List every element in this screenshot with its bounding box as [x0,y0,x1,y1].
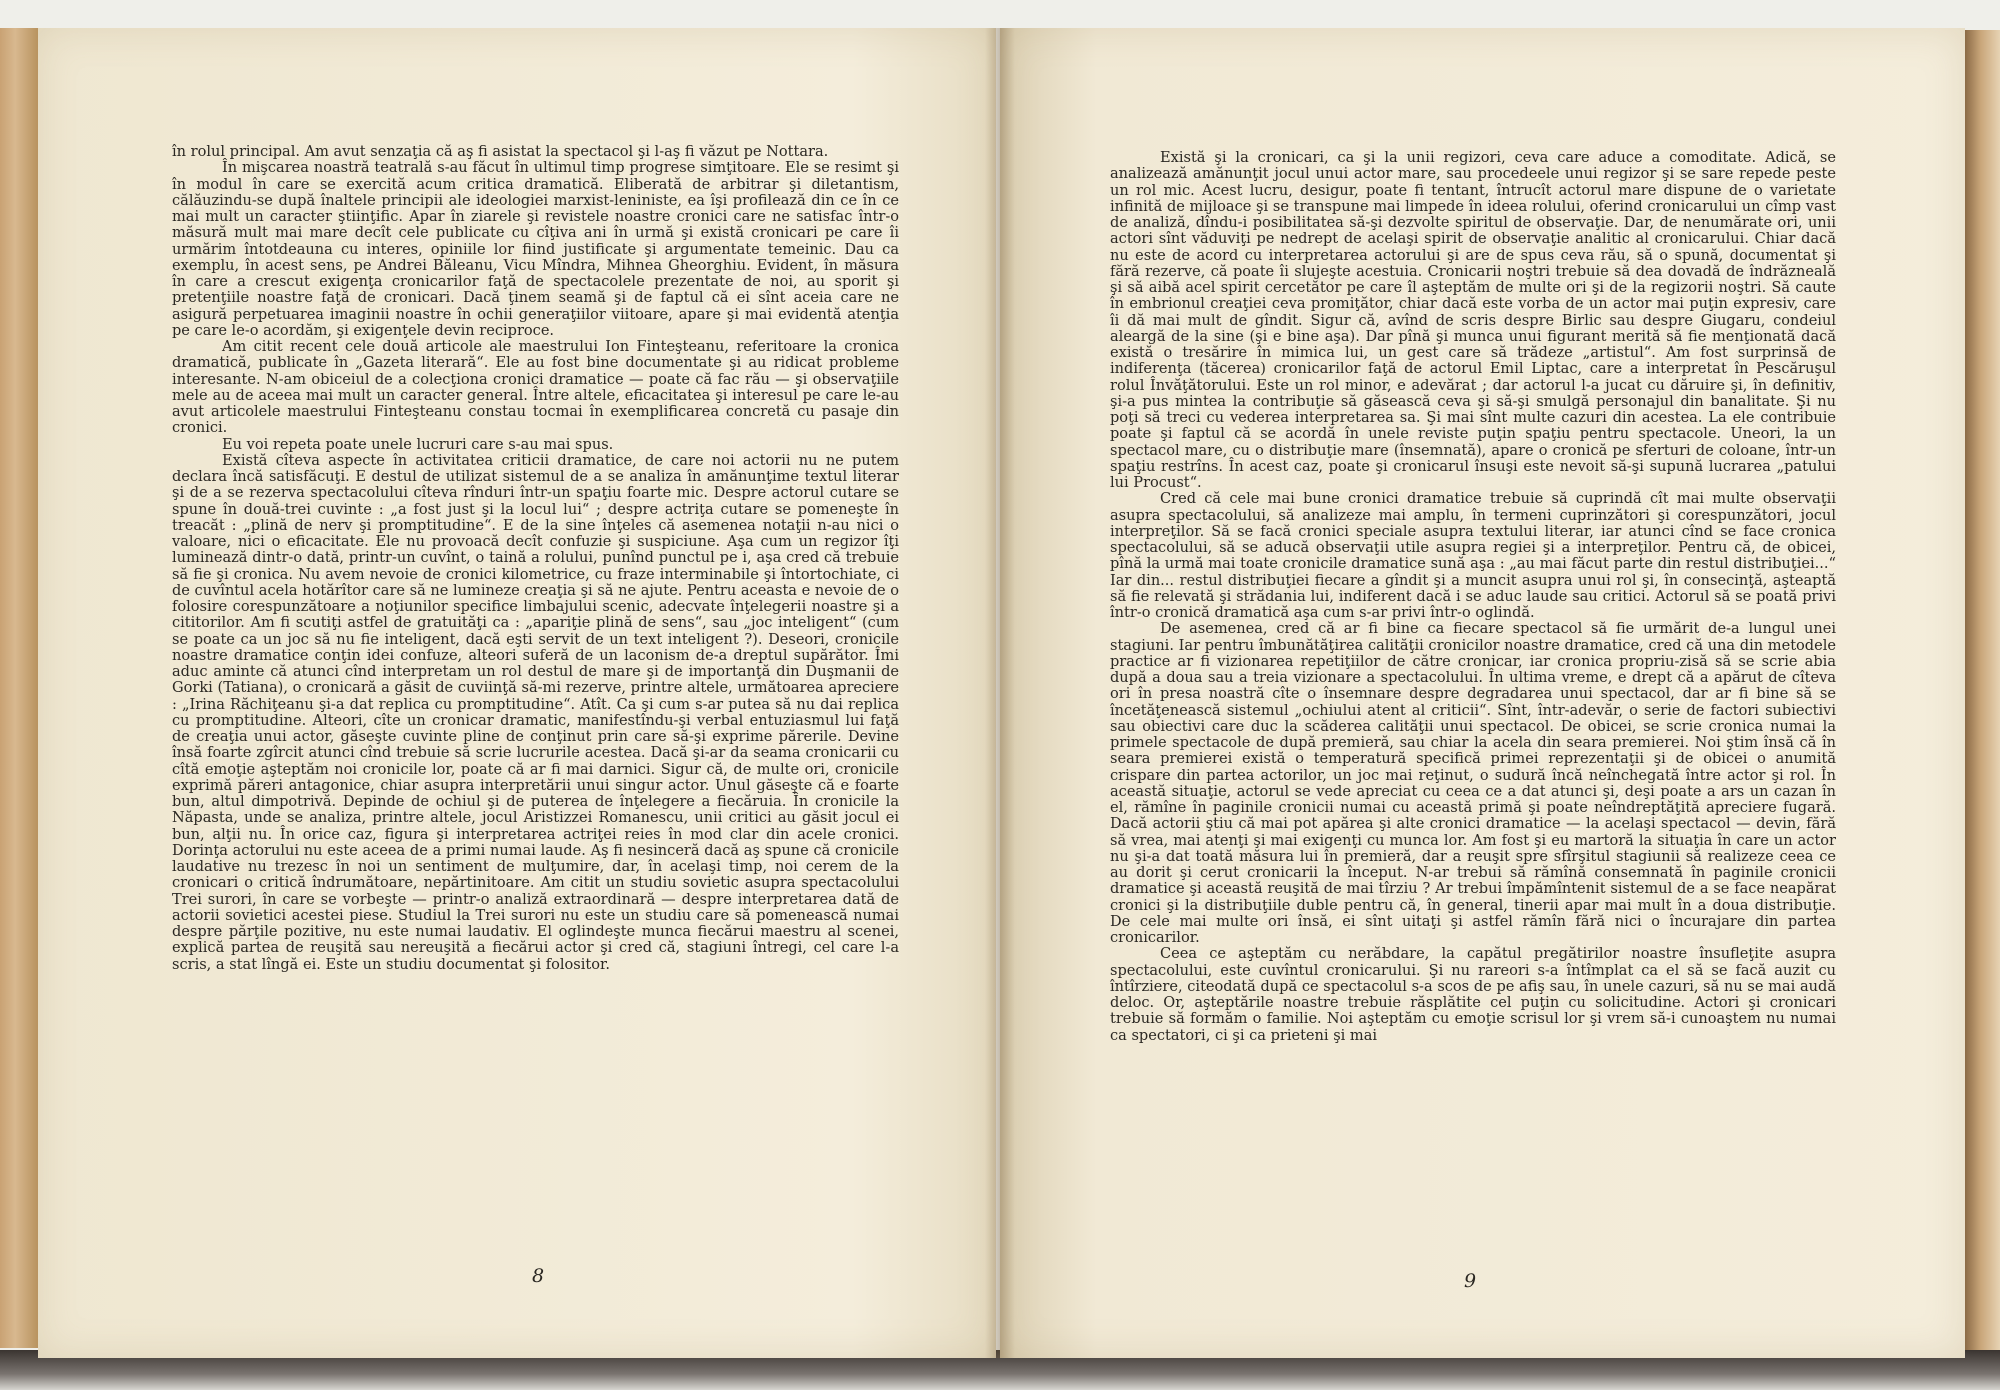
right-paragraph-3: De asemenea, cred că ar fi bine ca fiecare spectacol să fie urmărit de-a lungul unei stagiuni. Iar pentru îmbunătăţirea calităţii cronicilor noastre dramatice, cred că una din metodele practice ar fi vizionarea repetiţiilor de către cronicar, iar cronica propriu-zisă să se scrie abia după a doua sau a treia vizionare a spectacolului. În ultima vreme, e drept că a apărut de cîteva ori în presa noastră cîte o însemnare despre degradarea unui spectacol, dar ar fi bine să se încetăţenească sistemul „ochiului atent al criticii“. Sînt, într-adevăr, o serie de factori subiectivi sau obiectivi care duc la scăderea calităţii unui spectacol. De obicei, se scrie cronica numai la primele spectacole de după premieră, sau chiar la acela din seara premierei. Noi ştim însă că în seara premierei există o temperatură specifică primei reprezentaţii şi de obicei o anumită crispare din partea actorilor, un joc mai reţinut, o sudură încă neînchegată între actor şi rol. În această situaţie, actorul se vede apreciat cu ceea ce a dat atunci şi, deşi poate a ars un cazan în el, rămîne în paginile cronicii numai cu această primă şi poate neîndreptăţită apreciere fugară. Dacă actorii ştiu că mai pot apărea şi alte cronici dramatice — la acelaşi spectacol — devin, fără să vrea, mai atenţi şi mai exigenţi cu munca lor. Am fost şi eu martoră la situaţia în care un actor nu şi-a dat toată măsura lui în premieră, dar a reuşit spre sfîrşitul stagiunii să realizeze ceea ce au dorit şi cerut cronicarii la început. N-ar trebui să rămînă consemnată în paginile cronicii dramatice şi această reuşită de mai tîrziu ? Ar trebui împămîntenit sistemul de a se face neapărat cronici şi la distribuţiile duble pentru că, în general, tinerii apar mai mult în a doua distribuţie. De cele mai multe ori însă, ei sînt uitaţi şi astfel rămîn fără nici o încurajare din partea cronicarilor. [1110,620,1836,946]
right-paragraph-1: Există şi la cronicari, ca şi la unii regizori, ceva care aduce a comoditate. Adică, se analizează amănunţit jocul unui actor mare, sau procedeele unui regizor şi se sare repede peste un rol mic. Acest lucru, desigur, poate fi tentant, întrucît actorul mare dispune de o varietate infinită de mijloace şi se transpune mai limpede în ideea rolului, oferind cronicarului un cîmp vast de analiză, dîndu-i posibilitatea să-şi dezvolte spiritul de observaţie. Dar, de nenumărate ori, unii actori sînt văduviţi pe nedrept de acelaşi spirit de observaţie analitic al cronicarului. Chiar dacă nu este de acord cu interpretarea actorului şi are de spus ceva rău, să o spună, documentat şi fără rezerve, că poate îi slujeşte acestuia. Cronicarii noştri trebuie să dea dovadă de îndrăzneală şi să aibă acel spirit cercetător pe care îl aşteptăm de multe ori şi de la regizorii noştri. Să caute în embrionul creaţiei ceva promiţător, chiar dacă este vorba de un actor mai puţin expresiv, care îi dă mai mult de gîndit. Sigur că, avînd de scris despre Birlic sau despre Giugaru, condeiul aleargă de la sine (şi e bine aşa). Dar pînă şi munca unui figurant merită să fie menţionată dacă există o tresărire în mimica lui, un gest care să trădeze „artistul“. Am fost surprinsă de indiferenţa (tăcerea) cronicarilor faţă de actorul Emil Liptac, care a interpretat în Pescăruşul rolul Învăţătorului. Este un rol minor, e adevărat ; dar actorul l-a jucat cu dăruire şi, în definitiv, şi-a pus mintea la contribuţie să găsească ceva şi să-şi smulgă personajul din banalitate. Şi nu poţi să treci cu vederea interpretarea sa. Şi mai sînt multe cazuri din acestea. La ele contribuie poate şi faptul că se acordă în unele reviste puţin spaţiu pentru spectacole. Uneori, la un spectacol mare, cu o distribuţie mare (însemnată), apare o cronică pe sferturi de coloane, într-un spaţiu restrîns. În acest caz, poate şi cronicarul însuşi este nevoit să-şi supună lucrarea „patului lui Procust“. [1110,149,1836,491]
right-page-text [1110,150,1836,1044]
left-paragraph-2: În mişcarea noastră teatrală s-au făcut în ultimul timp progrese simţitoare. Ele se resimt şi în modul în care se exercită acum critica dramatică. Eliberată de arbitrar şi diletantism, călăuzindu-se după înaltele principii ale ideologiei marxist-leniniste, ea îşi profilează din ce în ce mai mult un caracter ştiinţific. Apar în ziarele şi revistele noastre cronici care ne satisfac într-o măsură mult mai mare decît cele publicate cu cîţiva ani în urmă şi există cronicari pe care îi urmărim întotdeauna cu interes, opiniile lor fiind justificate şi argumentate temeinic. Dau ca exemplu, în acest sens, pe Andrei Băleanu, Vicu Mîndra, Mihnea Gheorghiu. Evident, în măsura în care a crescut exigenţa cronicarilor faţă de spectacolele prezentate de noi, au sporit şi pretenţiile noastre faţă de cronicari. Dacă ţinem seamă şi de faptul că ei sînt aceia care ne asigură perpetuarea imaginii noastre în ochii generaţiilor viitoare, apare şi mai evidentă atenţia pe care le-o acordăm, şi exigenţele devin reciproce. [172,159,899,339]
right-paragraph-2: Cred că cele mai bune cronici dramatice trebuie să cuprindă cît mai multe observaţii asupra spectacolului, să analizeze mai amplu, în termeni cuprinzători şi corespunzători, jocul interpreţilor. Să se facă cronici speciale asupra textului literar, iar atunci cînd se face cronica spectacolului, să se aducă observaţii utile asupra regiei şi a interpreţilor. Pentru că, de obicei, pînă la urmă mai toate cronicile dramatice sună aşa : „au mai făcut parte din restul distribuţiei...“ Iar din... restul distribuţiei fiecare a gîndit şi a muncit asupra unui rol şi, în consecinţă, aşteaptă să fie relevată şi strădania lui, indiferent dacă i se aduc laude sau critici. Actorul să se poată privi într-o cronică dramatică aşa cum s-ar privi într-o oglindă. [1110,490,1836,621]
right-page-number: 9 [1464,1270,1477,1292]
right-paragraph-4: Ceea ce aşteptăm cu nerăbdare, la capătul pregătirilor noastre însufleţite asupra spectacolului, este cuvîntul cronicarului. Şi nu rareori s-a întîmplat ca el să se facă auzit cu întîrziere, citeodată după ce spectacolul s-a scos de pe afiş sau, în unele cazuri, să nu se mai audă deloc. Or, aşteptările noastre trebuie răsplătite cel puţin cu solicitudine. Actori şi cronicari trebuie să formăm o familie. Noi aşteptăm cu emoţie scrisul lor şi vrem să-i cunoaştem nu numai ca spectatori, ci şi ca prieteni şi mai [1110,945,1836,1044]
book-cover-right-edge [1965,30,2000,1360]
book-gutter [985,28,1015,1358]
book-cover-left-edge [0,28,38,1348]
left-paragraph-1: în rolul principal. Am avut senzaţia că aş fi asistat la spectacol şi l-aş fi văzut pe Nottara. [172,143,829,160]
left-page-text [172,144,899,973]
left-page-number: 8 [532,1265,545,1287]
left-paragraph-3: Am citit recent cele două articole ale maestrului Ion Finteşteanu, referitoare la cronica dramatică, publicate în „Gazeta literară“. Ele au fost bine documentate şi au ridicat probleme interesante. N-am obiceiul de a colecţiona cronici dramatice — poate că fac rău — şi observaţiile mele au de aceea mai mult un caracter general. Între altele, eficacitatea şi interesul pe care le-au avut articolele maestrului Finteşteanu constau tocmai în exemplificarea concretă cu pasaje din cronici. [172,338,899,437]
scanner-top-margin [0,0,2000,30]
left-paragraph-5: Există cîteva aspecte în activitatea criticii dramatice, de care noi actorii nu ne putem declara încă satisfăcuţi. E destul de utilizat sistemul de a se analiza în amănunţime textul literar şi de a se rezerva spectacolului cîteva rînduri într-un spaţiu foarte mic. Despre actorul cutare se spune în două-trei cuvinte : „a fost just şi la locul lui“ ; despre actriţa cutare se pomeneşte în treacăt : „plină de nerv şi promptitudine“. E de la sine înţeles că asemenea notaţii n-au nici o valoare, nici o eficacitate. Ele nu provoacă decît confuzie şi suspiciune. Aşa cum un regizor îţi luminează dintr-o dată, printr-un cuvînt, o taină a rolului, punînd punctul pe i, aşa cred că trebuie să fie şi cronica. Nu avem nevoie de cronici kilometrice, cu fraze interminabile şi întortochiate, ci de cuvîntul acela hotărîtor care să ne lumineze creaţia şi să ne ajute. Pentru aceasta e nevoie de o folosire corespunzătoare a noţiunilor specifice limbajului scenic, adecvate înţelegerii noastre şi a cititorilor. Am fi scutiţi astfel de gratuităţi ca : „apariţie plină de sens“, sau „joc inteligent“ (cum se poate ca un joc să nu fie inteligent, dacă eşti servit de un text inteligent ?). Deseori, cronicile noastre dramatice conţin idei confuze, alteori suferă de un laconism de-a dreptul supărător. Îmi aduc aminte că atunci cînd interpretam un rol destul de mare şi de importanţă din Duşmanii de Gorki (Tatiana), o cronicară a găsit de cuviinţă să-mi rezerve, printre altele, următoarea apreciere : „Irina Răchiţeanu şi-a dat replica cu promptitudine“. Atît. Ca şi cum s-ar putea să nu dai replica cu promptitudine. Alteori, cîte un cronicar dramatic, manifestîndu-şi verbal entuziasmul lui faţă de creaţia unui actor, găseşte cuvinte pline de conţinut prin care să-şi exprime părerile. Devine însă foarte zgîrcit atunci cînd trebuie să scrie lucrurile acestea. Dacă şi-ar da seama cronicarii cu cîtă emoţie aşteptăm noi cronicile lor, poate că ar fi mai darnici. Sigur că, de multe ori, cronicile exprimă păreri antagonice, chiar asupra interpretării unui singur actor. Unul găseşte că e foarte bun, altul dimpotrivă. Depinde de ochiul şi de puterea de înţelegere a fiecăruia. În cronicile la Năpasta, unde se analiza, printre altele, jocul Aristizzei Romanescu, unii critici au găsit jocul ei bun, alţii nu. În orice caz, figura şi interpretarea actriţei reies în mod clar din acele cronici. Dorinţa actorului nu este aceea de a primi numai laude. Aş fi nesinceră dacă aş spune că cronicile laudative nu trezesc în noi un sentiment de mulţumire, dar, în acelaşi timp, noi cerem de la cronicari o critică îndrumătoare, nepărtinitoare. Am citit un studiu sovietic asupra spectacolului Trei surori, în care se vorbeşte — printr-o analiză extraordinară — despre interpretarea dată de actorii sovietici acestei piese. Studiul la Trei surori nu este un studiu care să pomenească numai despre părţile pozitive, nu este numai laudativ. El oglindeşte munca fiecărui maestru al scenei, explică partea de reuşită sau nereuşită a fiecărui actor şi cred că, stagiuni întregi, cel care l-a scris, a stat lîngă ei. Este un studiu documentat şi folositor. [172,451,899,973]
left-paragraph-4: Eu voi repeta poate unele lucruri care s-au mai spus. [222,435,614,453]
